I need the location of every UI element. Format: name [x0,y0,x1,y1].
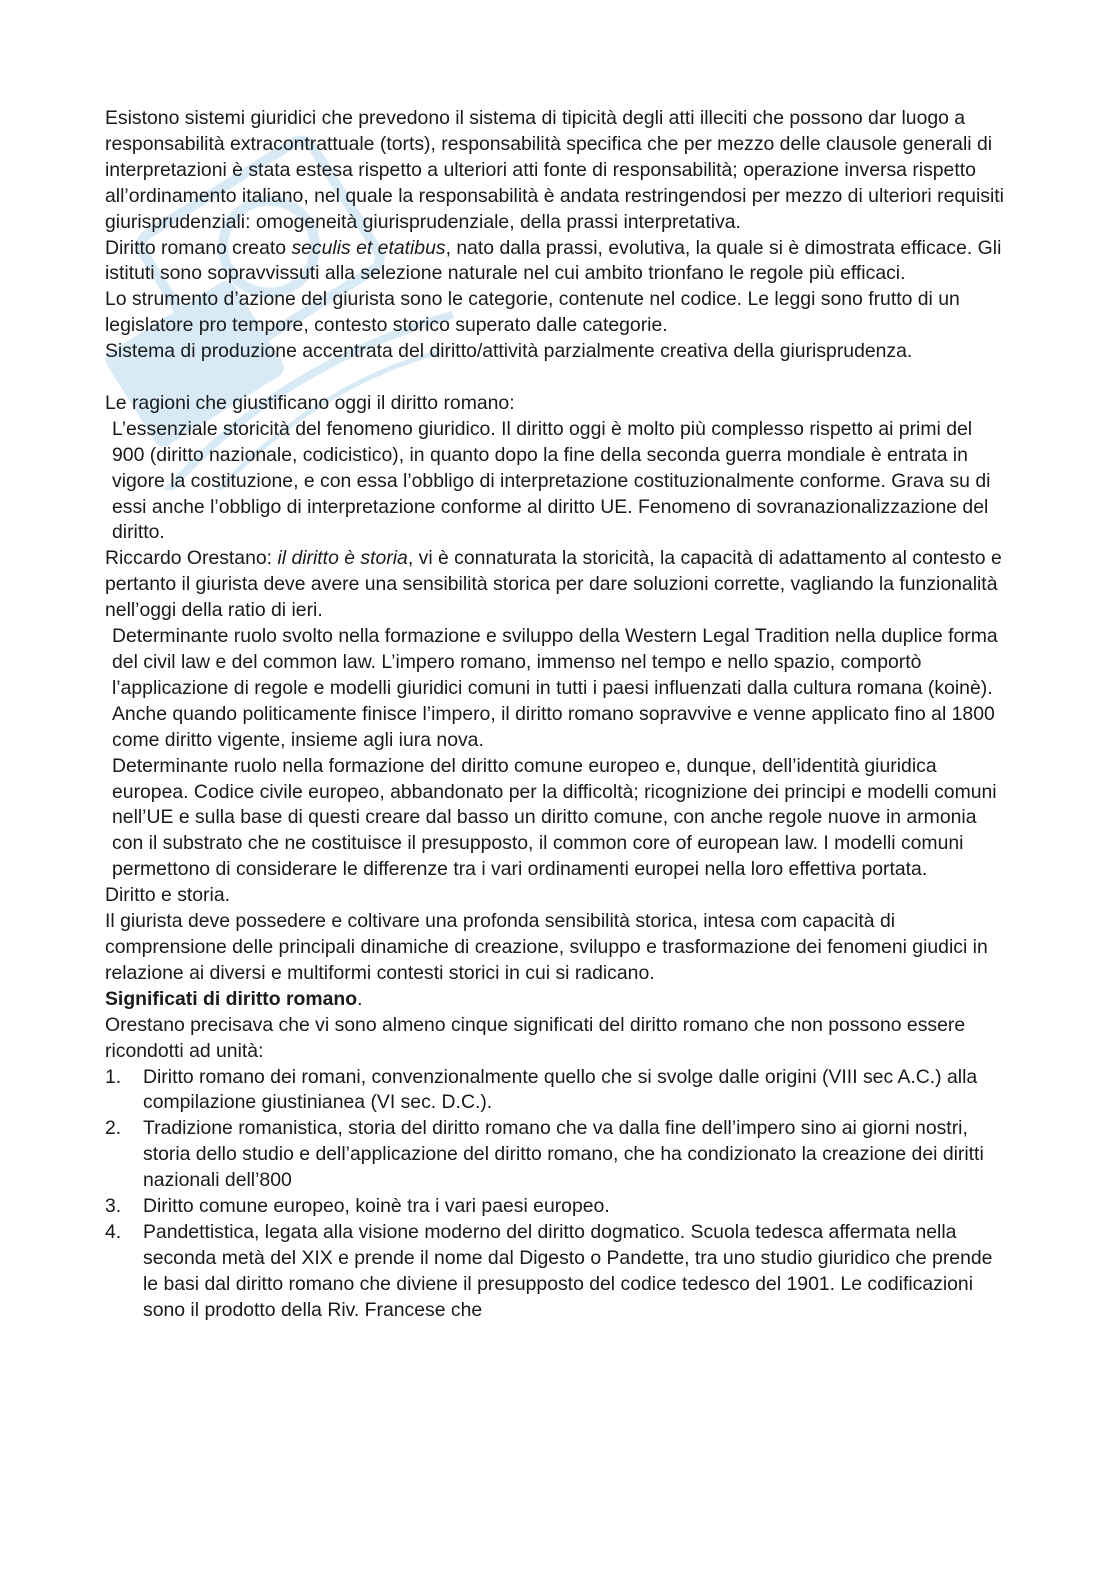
reason-western-legal-tradition: Determinante ruolo svolto nella formazione e sviluppo della Western Legal Tradition nella duplice forma del civil law e del common law. L’impero romano, immenso nel tempo e nello spazio, comportò l’applicazione di regole e modelli giuridici comuni in tutti i paesi influenzati dalla cultura romana (koinè). Anche quando politicamente finisce l’impero, il diritto romano sopravvive e venne applicato fino al 1800 come diritto vigente, insieme agli iura nova. [112,625,998,751]
document-page [105,106,1005,1324]
meanings-heading [105,987,1005,1013]
meanings-heading-period: . [357,987,363,1010]
orestano-end: , vi è connaturata la storicità, la capacità di adattamento al contesto e pertanto il giurista deve avere una sensibilità storica per dare soluzioni corrette, vagliando la funzionalità nell’oggi della ratio di ieri. [105,547,1002,622]
list-item-text: Pandettistica, legata alla visione moderno del diritto dogmatico. Scuola tedesca affermata nella seconda metà del XIX e prende il nome dal Digesto o Pandette, tra uno studio giuridico che prende le basi dal diritto romano che diviene il presupposto del codice tedesco del 1901. Le codificazioni sono il prodotto della Riv. Francese che [143,1220,993,1321]
reason-historicity: L’essenziale storicità del fenomeno giuridico. Il diritto oggi è molto più complesso rispetto ai primi del 900 (diritto nazionale, codicistico), in quanto dopo la fine della seconda guerra mondiale è entrata in vigore la costituzione, e con essa l’obbligo di interpretazione costituzionalmente conforme. Grava su di essi anche l’obbligo di interpretazione conforme al diritto UE. Fenomeno di sovranazionalizzazione del diritto. [112,417,991,544]
paragraph-roman-law-end: , nato dalla prassi, evolutiva, la quale si è dimostrata efficace. Gli istituti sono sopravvissuti alla selezione naturale nel cui ambito trionfano le regole più efficaci. [105,236,1002,285]
spacer [105,365,1005,391]
list-item [105,1116,1005,1194]
list-item-number: 4. [105,1220,122,1243]
paragraph-roman-law [105,236,1005,288]
meanings-intro: Orestano precisava che vi sono almeno cinque significati del diritto romano che non possono essere ricondotti ad unità: [105,1013,966,1062]
list-item-number: 2. [105,1117,122,1140]
meanings-list [105,1065,1005,1324]
orestano-start: Riccardo Orestano: [105,547,278,570]
paragraph-production: Sistema di produzione accentrata del diritto/attività parzialmente creativa della giurisprudenza. [105,340,913,363]
reasons-intro: Le ragioni che giustificano oggi il diritto romano: [105,391,515,414]
list-item-text: Diritto romano dei romani, convenzionalmente quello che si svolge dalle origini (VIII sec A.C.) alla compilazione giustinianea (VI sec. D.C.). [143,1065,978,1114]
history-title: Diritto e storia. [105,884,230,907]
list-item [105,1065,1005,1117]
list-item-number: 3. [105,1195,122,1218]
latin-phrase: seculis et etatibus [291,236,446,259]
history-text: Il giurista deve possedere e coltivare una profonda sensibilità storica, intesa com capacità di comprensione delle principali dinamiche di creazione, sviluppo e trasformazione dei fenomeni giudici in relazione ai diversi e multiformi contesti storici in cui si radicano. [105,910,988,984]
paragraph-categories: Lo strumento d’azione del giurista sono le categorie, contenute nel codice. Le leggi sono frutto di un legislatore pro tempore, contesto storico superato dalle categorie. [105,288,960,337]
list-item [105,1220,1005,1324]
list-item-text: Tradizione romanistica, storia del diritto romano che va dalla fine dell’impero sino ai giorni nostri, storia dello studio e dell’applicazione del diritto romano, che ha condizionato la creazione dei diritti nazionali dell’800 [143,1117,984,1192]
list-item-text: Diritto comune europeo, koinè tra i vari paesi europeo. [143,1195,610,1218]
paragraph-typicity: Esistono sistemi giuridici che prevedono il sistema di tipicità degli atti illeciti che possono dar luogo a responsabilità extracontrattuale (torts), responsabilità specifica che per mezzo delle clausole generali di interpretazioni è stata estesa rispetto a ulteriori atti fonte di responsabilità; operazione inversa rispetto all’ordinamento italiano, nel quale la responsabilità è andata restringendosi per mezzo di ulteriori requisiti giurisprudenziali: omogeneità giurisprudenziale, della prassi interpretativa. [105,107,1004,233]
paragraph-roman-law-start: Diritto romano creato [105,236,292,259]
reason-european-common-law: Determinante ruolo nella formazione del diritto comune europeo e, dunque, dell’identità giuridica europea. Codice civile europeo, abbandonato per la difficoltà; ricognizione dei principi e modelli comuni nell’UE e sulla base di questi creare dal basso un diritto comune, con anche regole nuove in armonia con il substrato che ne costituisce il presupposto, il common core of european law. I modelli comuni permettono di considerare le differenze tra i vari ordinamenti europei nella loro effettiva portata. [112,754,997,881]
meanings-heading-text: Significati di diritto romano [105,987,358,1010]
paragraph-orestano [105,546,1005,624]
list-item-number: 1. [105,1065,122,1088]
orestano-quote: il diritto è storia [277,547,408,570]
list-item [105,1194,1005,1220]
